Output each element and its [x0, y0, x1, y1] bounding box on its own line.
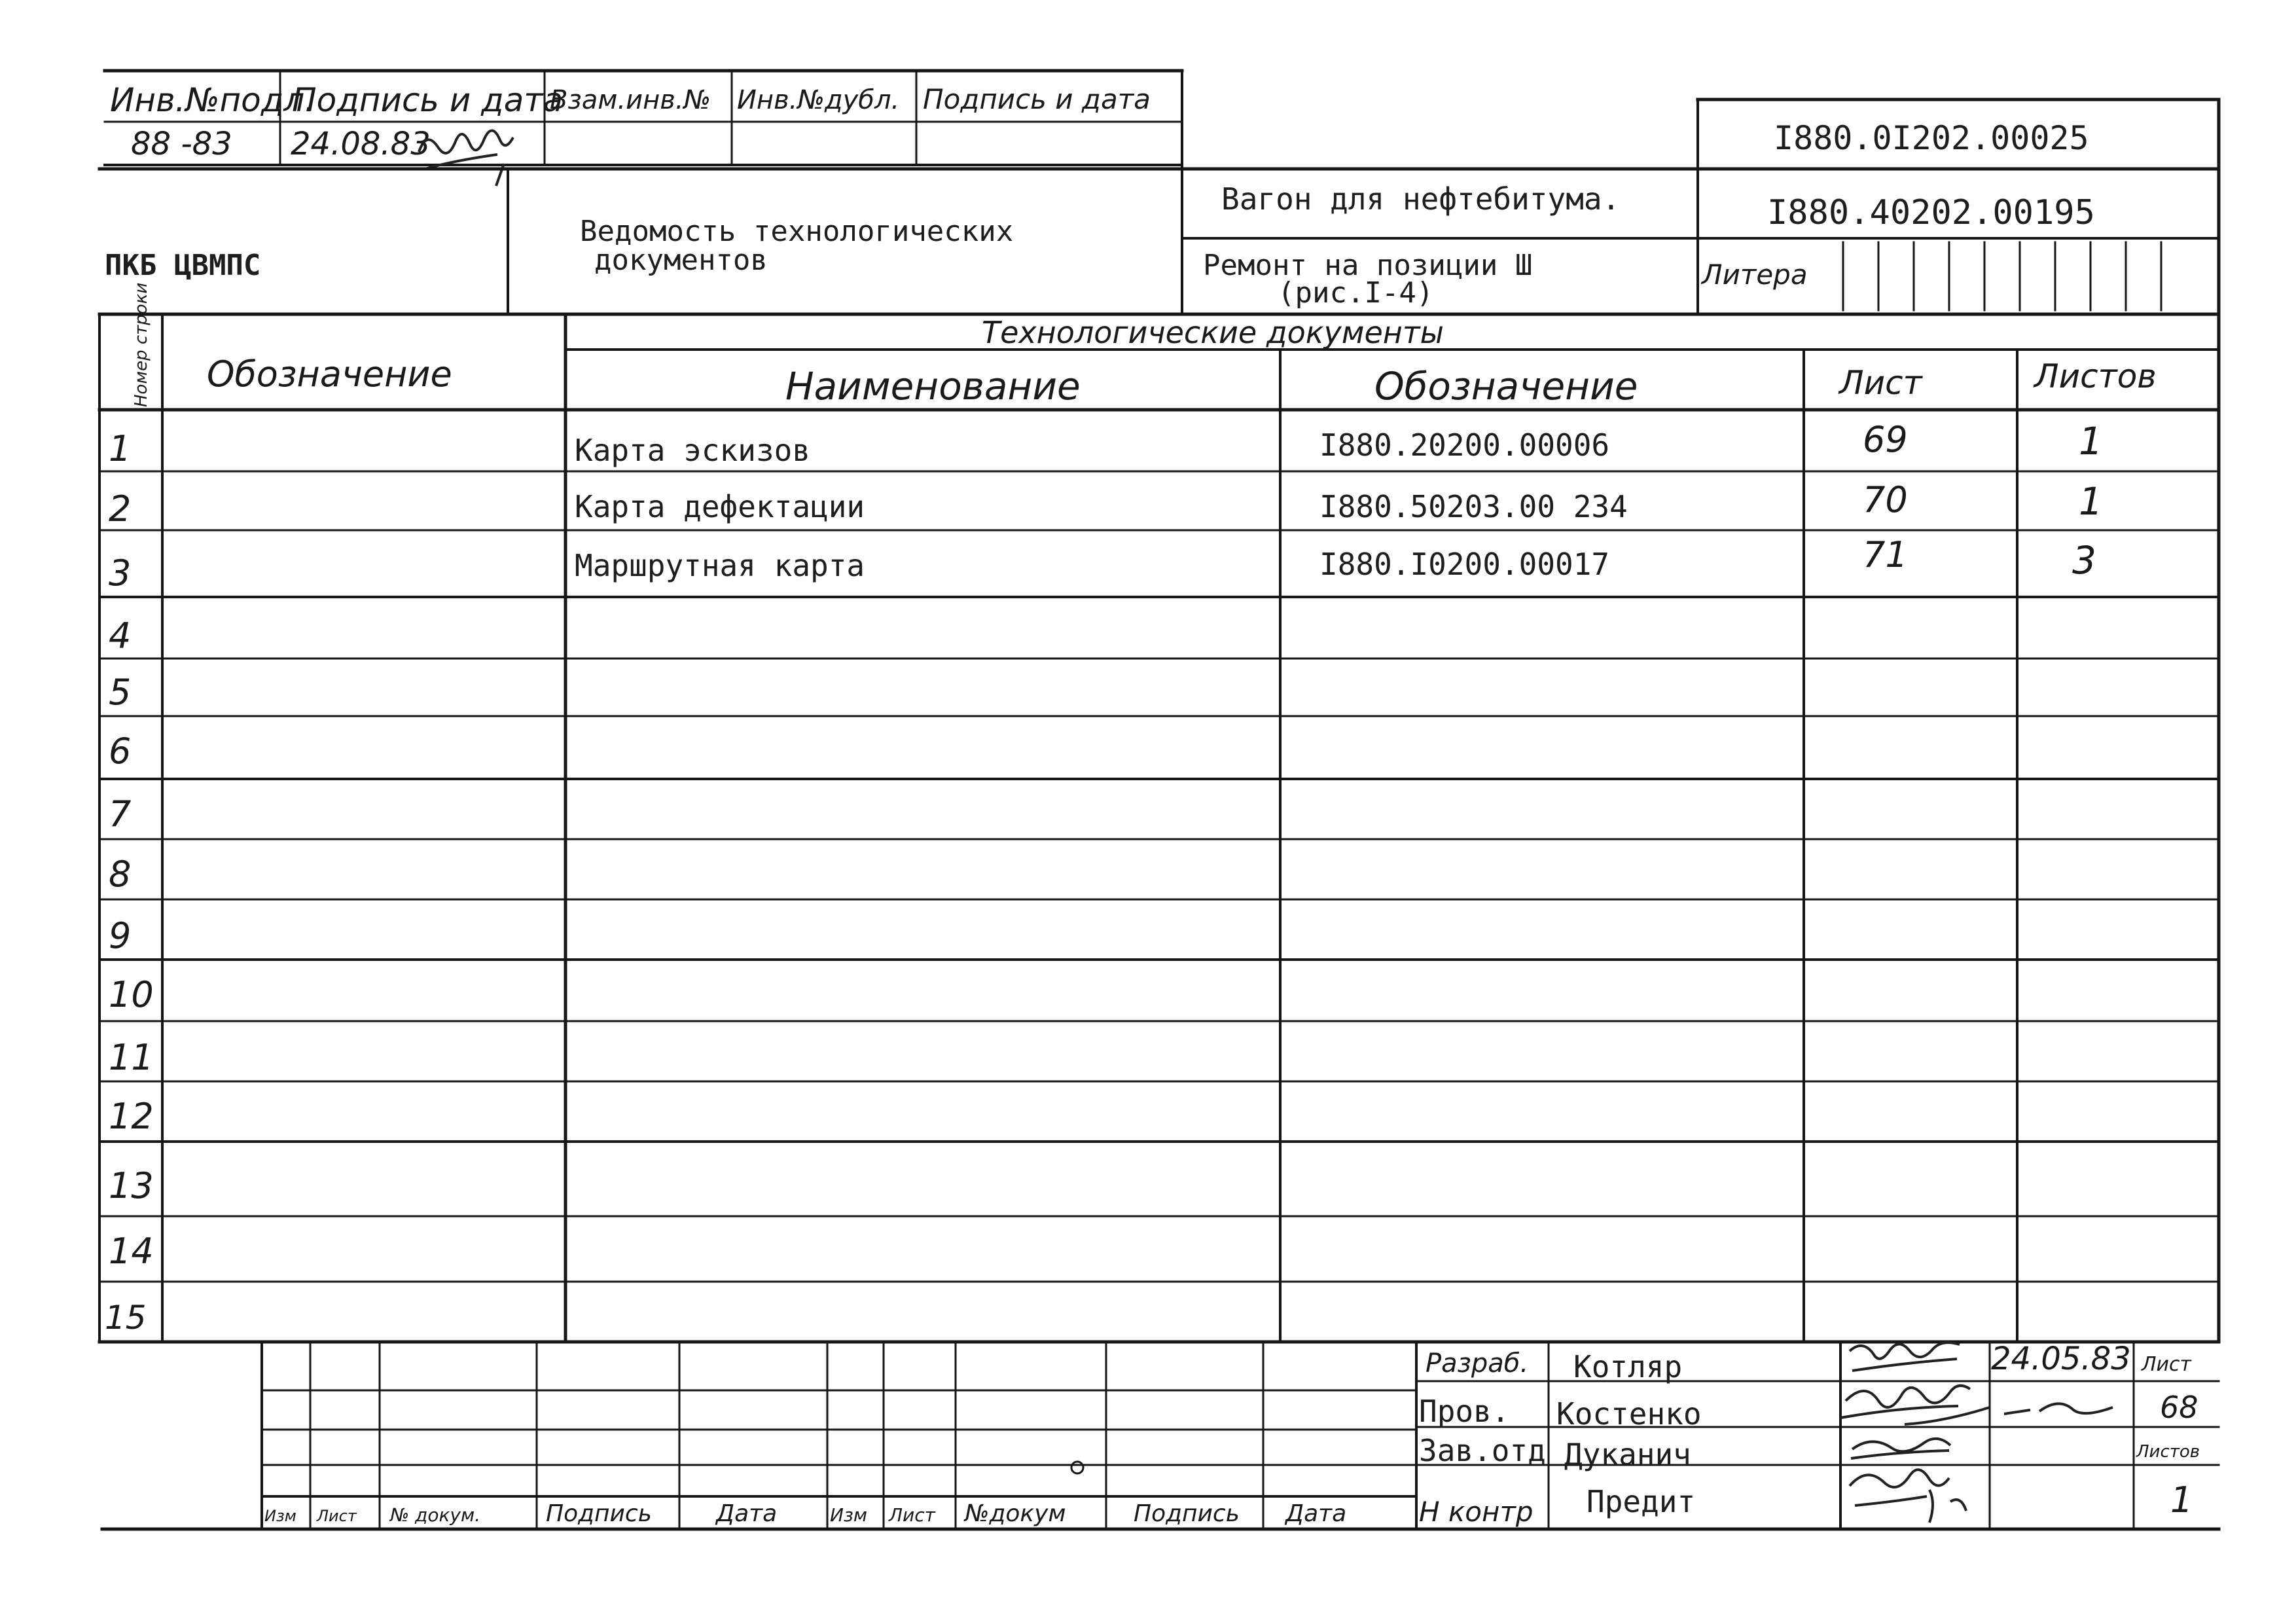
stamp-header-replaced: Взам.инв.№: [550, 85, 711, 115]
header-sheets: Листов: [2034, 357, 2157, 395]
row-number: 8: [109, 854, 132, 895]
row-sheets: 1: [2079, 479, 2103, 524]
stamp-header-sign-date-2: Подпись и дата: [923, 83, 1151, 115]
title-block: [99, 99, 2219, 1342]
row-name: Карта дефектации: [575, 489, 865, 524]
row-number: 15: [105, 1299, 147, 1337]
code-doc: I880.40202.00195: [1767, 193, 2095, 232]
name-developer: Котляр: [1573, 1349, 1683, 1384]
organization: ПКБ ЦВМПС: [105, 249, 261, 282]
row-number: 9: [109, 915, 132, 956]
product-name: Вагон для нефтебитума.: [1221, 181, 1621, 217]
name-head: Дуканич: [1564, 1437, 1691, 1472]
row-sheet: 70: [1863, 479, 1908, 520]
row-number: 7: [109, 793, 132, 835]
row-code: I880.50203.00 234: [1319, 489, 1628, 524]
role-norm-control: Н контр: [1419, 1496, 1534, 1528]
role-checker: Пров.: [1419, 1394, 1510, 1429]
footer-sheets-label: Листов: [2136, 1442, 2200, 1462]
header-designation: Обозначение: [207, 353, 452, 395]
row-number: 4: [109, 615, 132, 657]
header-sheet: Лист: [1839, 364, 1922, 402]
table-row: [109, 534, 2096, 594]
change-label-date-2: Дата: [1285, 1500, 1347, 1527]
row-number: 5: [109, 672, 132, 713]
change-label-izm-2: Изм: [830, 1504, 867, 1526]
row-sheet: 71: [1863, 534, 1908, 575]
header-name: Наименование: [785, 364, 1081, 408]
signature-developer: [1850, 1343, 1960, 1371]
header-tech-docs: Технологические документы: [982, 315, 1444, 350]
litera-label: Литера: [1702, 259, 1808, 291]
row-number: 6: [109, 731, 132, 772]
name-norm-control: Предит: [1587, 1484, 1696, 1519]
operation-line1: Ремонт на позиции Ш: [1203, 249, 1533, 282]
stamp-signature: [419, 130, 513, 186]
row-number: 14: [109, 1231, 154, 1272]
change-label-izm: Изм: [264, 1507, 296, 1525]
stamp-date-value: 24.08.83: [291, 126, 431, 162]
row-number: 3: [109, 552, 132, 594]
footer-date: 24.05.83: [1991, 1341, 2131, 1377]
footer-sheet-label: Лист: [2142, 1353, 2192, 1376]
footer-sheets-value: 1: [2170, 1479, 2193, 1521]
change-label-list: Лист: [317, 1507, 357, 1525]
row-number: 11: [109, 1037, 154, 1078]
hole-mark: [1071, 1462, 1083, 1473]
row-code: I880.I0200.00017: [1319, 547, 1610, 582]
row-number: 13: [109, 1165, 154, 1206]
row-code: I880.20200.00006: [1319, 427, 1610, 463]
stamp-header-dup: Инв.№дубл.: [737, 85, 900, 115]
row-number: 1: [109, 428, 132, 469]
code-top: I880.0I202.00025: [1774, 119, 2089, 157]
stamp-header-inv: Инв.№подл.: [110, 81, 315, 119]
role-head: Зав.отд: [1419, 1433, 1546, 1468]
row-name: Карта эскизов: [575, 433, 811, 468]
signature-head: [1851, 1439, 1950, 1458]
row-sheet: 69: [1863, 419, 1908, 460]
footer-sheet-value: 68: [2160, 1390, 2198, 1425]
row-name: Маршрутная карта: [575, 548, 865, 583]
row-sheets: 1: [2079, 419, 2103, 463]
document-title-line2: документов: [594, 244, 768, 277]
change-label-sign-2: Подпись: [1134, 1500, 1240, 1527]
signature-norm-control: [1850, 1470, 1966, 1523]
document-title-line1: Ведомость технологических: [580, 215, 1014, 248]
row-number: 10: [109, 974, 154, 1015]
change-label-doc-2: №докум: [965, 1500, 1066, 1527]
change-label-date: Дата: [716, 1500, 778, 1527]
footer-grid: [102, 1341, 2219, 1529]
header-doc-designation: Обозначение: [1374, 364, 1638, 408]
name-checker: Костенко: [1556, 1396, 1702, 1432]
dash-mark: [2004, 1403, 2113, 1414]
stamp-inv-value: 88 -83: [131, 126, 232, 162]
change-label-list-2: Лист: [889, 1504, 935, 1526]
row-sheets: 3: [2072, 538, 2096, 583]
stamp-header-sign-date: Подпись и дата: [292, 81, 564, 119]
operation-line2: (рис.I-4): [1278, 276, 1434, 310]
header-row-number: Номер строки: [132, 282, 151, 407]
change-label-doc: № докум.: [390, 1504, 481, 1526]
role-developer: Разраб.: [1426, 1348, 1529, 1379]
row-number: 2: [109, 488, 132, 530]
row-number: 12: [109, 1096, 154, 1137]
signature-checker: [1840, 1386, 1990, 1424]
change-label-sign: Подпись: [546, 1500, 652, 1527]
